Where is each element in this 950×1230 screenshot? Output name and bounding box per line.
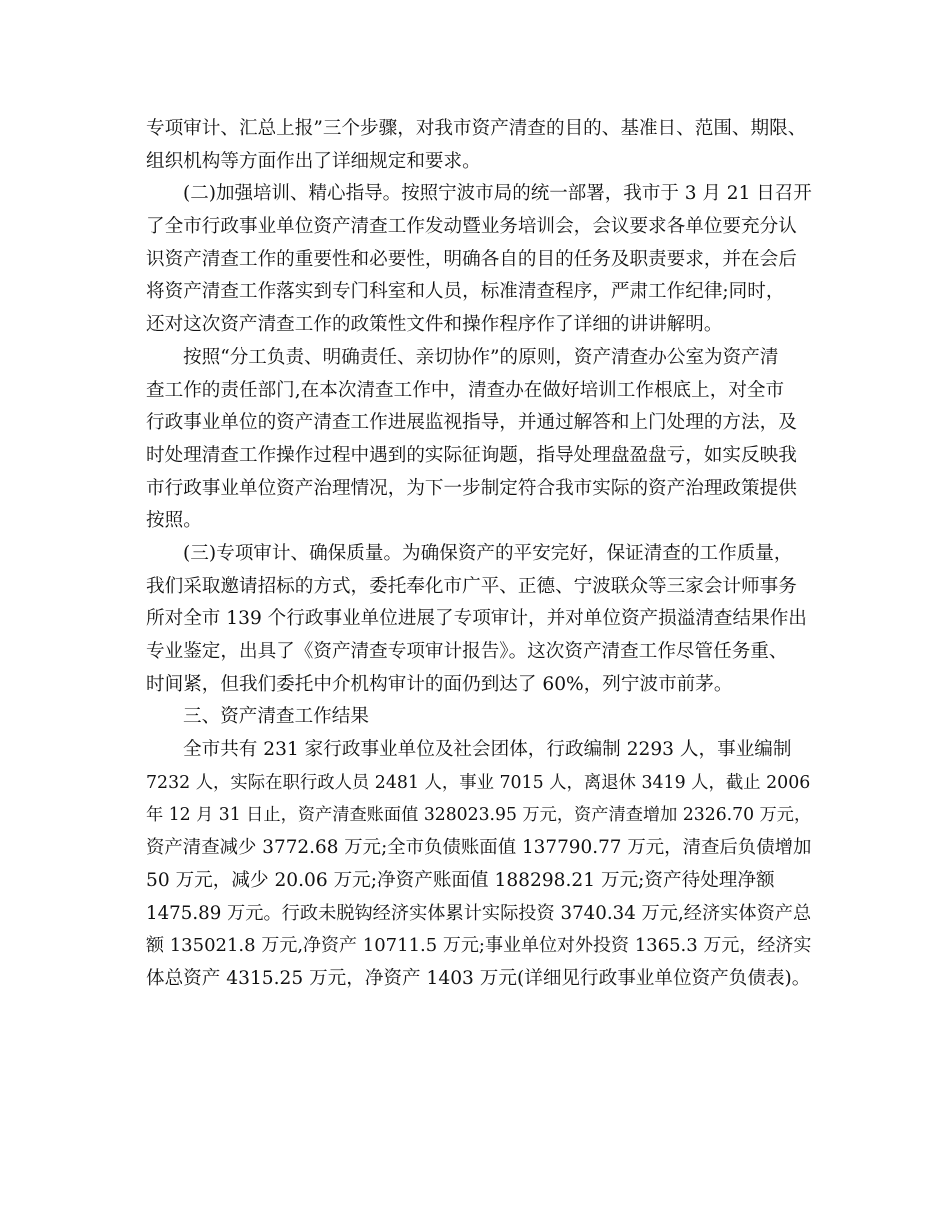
text-line: 年 12 月 31 日止，资产清查账面值 328023.95 万元，资产清查增加 2326.70 万元， (146, 805, 812, 826)
text-line: 组织机构等方面作出了详细规定和要求。 (146, 150, 481, 172)
text-line: 时间紧，但我们委托中介机构审计的面仍到达了 60%，列宁波市前茅。 (146, 673, 733, 695)
text-line: 全市共有 231 家行政事业单位及社会团体，行政编制 2293 人，事业编制 (183, 739, 792, 761)
text-line: 时处理清查工作操作过程中遇到的实际征询题，指导处理盘盈盘亏，如实反映我 (146, 444, 797, 466)
text-line: 所对全市 139 个行政事业单位进展了专项审计，并对单位资产损溢清查结果作出 (146, 608, 807, 630)
text-line: 7232 人，实际在职行政人员 2481 人，事业 7015 人，离退休 3419 人，截止 2006 (146, 772, 811, 793)
text-line: (二)加强培训、精心指导。按照宁波市局的统一部署，我市于 3 月 21 日召开 (183, 183, 812, 205)
text-line: (三)专项审计、确保质量。为确保资产的平安完好，保证清查的工作质量， (183, 542, 793, 564)
text-line: 查工作的责任部门,在本次清查工作中，清查办在做好培训工作根底上，对全市 (146, 379, 785, 401)
document-body (146, 113, 811, 996)
text-line: 识资产清查工作的重要性和必要性，明确各自的目的任务及职责要求，并在会后 (146, 248, 797, 270)
text-line: 体总资产 4315.25 万元，净资产 1403 万元(详细见行政事业单位资产负债表)。 (146, 967, 811, 989)
text-line: 我们采取邀请招标的方式，委托奉化市广平、正德、宁波联众等三家会计师事务 (146, 575, 797, 597)
text-line: 将资产清查工作落实到专门科室和人员，标准清查程序，严肃工作纪律;同时， (146, 281, 785, 303)
text-line: 还对这次资产清查工作的政策性文件和操作程序作了详细的讲讲解明。 (146, 314, 723, 336)
text-line: 1475.89 万元。行政未脱钩经济实体累计实际投资 3740.34 万元,经济实体资产总 (146, 902, 812, 924)
text-line: 市行政事业单位资产治理情况，为下一步制定符合我市实际的资产治理政策提供 (146, 477, 797, 499)
text-line: 按照。 (146, 510, 202, 532)
text-line: 行政事业单位的资产清查工作进展监视指导，并通过解答和上门处理的方法，及 (146, 412, 797, 434)
text-line: 50 万元，减少 20.06 万元;净资产账面值 188298.21 万元;资产待处理净额 (146, 869, 775, 891)
text-line: 资产清查减少 3772.68 万元;全市负债账面值 137790.77 万元，清查后负债增加 (146, 837, 812, 859)
text-line: 额 135021.8 万元,净资产 10711.5 万元;事业单位对外投资 1365.3 万元，经济实 (146, 935, 812, 957)
text-line: 三、资产清查工作结果 (183, 706, 369, 728)
text-line: 了全市行政事业单位资产清查工作发动暨业务培训会，会议要求各单位要充分认 (146, 216, 797, 238)
text-line: 专项审计、汇总上报”三个步骤，对我市资产清查的目的、基准日、范围、期限、 (146, 118, 807, 139)
text-line: 专业鉴定，出具了《资产清查专项审计报告》。这次资产清查工作尽管任务重、 (146, 641, 788, 662)
text-line: 按照“分工负责、明确责任、亲切协作”的原则，资产清查办公室为资产清 (183, 346, 779, 368)
